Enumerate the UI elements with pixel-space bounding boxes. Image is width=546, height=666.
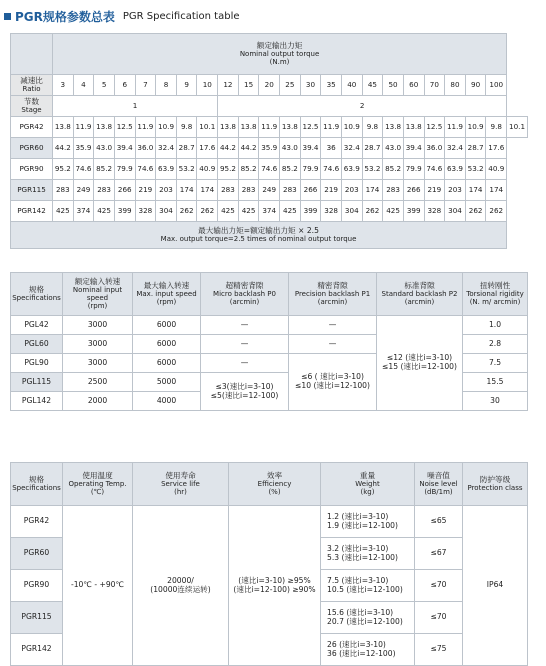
ratio-cell: 40 xyxy=(341,75,362,96)
torque-value: 40.9 xyxy=(486,159,507,180)
table-row xyxy=(11,138,528,159)
torque-value: 43.0 xyxy=(383,138,404,159)
ratio-cell: 60 xyxy=(403,75,424,96)
torque-value: 425 xyxy=(238,201,259,222)
ratio-cell: 45 xyxy=(362,75,383,96)
title-english: PGR Specification table xyxy=(122,10,240,22)
torque-value: 304 xyxy=(445,201,466,222)
torque-value: 262 xyxy=(197,201,218,222)
torque-value: 219 xyxy=(424,180,445,201)
torque-value: 399 xyxy=(114,201,135,222)
column-header: 超精密背隙 Micro backlash P0 (arcmin) xyxy=(201,273,289,316)
table-row: PGL115 2500 5000 ≤3(速比i=3-10) ≤5(速比i=12-100) 15.5 xyxy=(11,373,528,392)
stage-label: 节数 Stage xyxy=(11,96,53,117)
torque-value: 203 xyxy=(341,180,362,201)
table-row: PGR42 -10℃ - +90℃ 20000/ (10000连续运转) (速比i=3-10) ≥95% (速比i=12-100) ≥90% 1.2 (速比i=3-10) 1.9 (速比i=12-100) ≤65 IP64 xyxy=(11,506,528,538)
torque-value: 13.8 xyxy=(383,117,404,138)
torque-value: 43.0 xyxy=(94,138,115,159)
torque-value: 425 xyxy=(218,201,239,222)
torque-value: 79.9 xyxy=(403,159,424,180)
table-row: PGL90 3000 6000 — ≤6 ( 速比i=3-10) ≤10 (速比i=12-100) 7.5 xyxy=(11,354,528,373)
torque-value: 10.9 xyxy=(156,117,177,138)
ratio-cell: 35 xyxy=(321,75,342,96)
torque-value: 11.9 xyxy=(321,117,342,138)
table-row: PGR115 15.6 (速比i=3-10) 20.7 (速比i=12-100) ≤70 xyxy=(11,602,528,634)
model-name: PGR60 xyxy=(11,138,53,159)
torque-value: 425 xyxy=(94,201,115,222)
torque-value: 32.4 xyxy=(156,138,177,159)
torque-value: 44.2 xyxy=(218,138,239,159)
torque-value: 13.8 xyxy=(280,117,301,138)
torque-value: 28.7 xyxy=(362,138,383,159)
ratio-cell: 20 xyxy=(259,75,280,96)
torque-value: 249 xyxy=(259,180,280,201)
torque-value: 12.5 xyxy=(114,117,135,138)
torque-value: 13.8 xyxy=(238,117,259,138)
torque-value: 13.8 xyxy=(94,117,115,138)
general-spec-table xyxy=(10,462,528,666)
table-row xyxy=(11,180,528,201)
torque-value: 39.4 xyxy=(114,138,135,159)
torque-value: 9.8 xyxy=(176,117,197,138)
torque-value: 283 xyxy=(238,180,259,201)
micro-backlash-merged: ≤3(速比i=3-10) ≤5(速比i=12-100) xyxy=(201,373,289,411)
torque-value: 11.9 xyxy=(259,117,280,138)
torque-value: 13.8 xyxy=(218,117,239,138)
torque-value: 95.2 xyxy=(53,159,74,180)
column-header: 重量 Weight (kg) xyxy=(321,463,415,506)
torque-value: 85.2 xyxy=(238,159,259,180)
section-title xyxy=(4,6,240,26)
torque-value: 374 xyxy=(259,201,280,222)
torque-value: 219 xyxy=(135,180,156,201)
ratio-cell: 6 xyxy=(114,75,135,96)
torque-header-unit: (N.m) xyxy=(269,58,290,67)
torque-value: 10.1 xyxy=(197,117,218,138)
torque-value: 85.2 xyxy=(280,159,301,180)
torque-value: 74.6 xyxy=(135,159,156,180)
torque-table xyxy=(10,33,528,249)
torque-header-row xyxy=(11,34,528,75)
ratio-cell: 70 xyxy=(424,75,445,96)
torque-value: 17.6 xyxy=(486,138,507,159)
torque-value: 12.5 xyxy=(300,117,321,138)
torque-value: 283 xyxy=(280,180,301,201)
standard-backlash-merged: ≤12 (速比i=3-10) ≤15 (速比i=12-100) xyxy=(377,316,463,411)
backlash-header-row xyxy=(11,273,528,316)
torque-value: 304 xyxy=(156,201,177,222)
torque-value: 174 xyxy=(362,180,383,201)
title-chinese: PGR规格参数总表 xyxy=(15,9,115,24)
ratio-cell: 9 xyxy=(176,75,197,96)
torque-value: 266 xyxy=(114,180,135,201)
table-row xyxy=(11,201,528,222)
torque-value: 85.2 xyxy=(383,159,404,180)
torque-value: 36 xyxy=(321,138,342,159)
column-header: 精密背隙 Precision backlash P1 (arcmin) xyxy=(289,273,377,316)
torque-value: 13.8 xyxy=(53,117,74,138)
torque-value: 425 xyxy=(383,201,404,222)
torque-value: 43.0 xyxy=(280,138,301,159)
table-row: PGL42 3000 6000 — — ≤12 (速比i=3-10) ≤15 (速比i=12-100) 1.0 xyxy=(11,316,528,335)
torque-value: 262 xyxy=(362,201,383,222)
ratio-cell: 50 xyxy=(383,75,404,96)
ratio-cell: 5 xyxy=(94,75,115,96)
torque-value: 44.2 xyxy=(53,138,74,159)
ratio-label: 减速比 Ratio xyxy=(11,75,53,96)
ratio-cell: 7 xyxy=(135,75,156,96)
torque-value: 10.1 xyxy=(507,117,528,138)
torque-value: 399 xyxy=(403,201,424,222)
table-row: PGL142 2000 4000 30 xyxy=(11,392,528,411)
model-name: PGR90 xyxy=(11,159,53,180)
torque-value: 249 xyxy=(73,180,94,201)
torque-value: 174 xyxy=(176,180,197,201)
torque-value: 283 xyxy=(218,180,239,201)
ratio-cell: 3 xyxy=(53,75,74,96)
table-row xyxy=(11,117,528,138)
column-header: 使用温度 Operating Temp. (℃) xyxy=(63,463,133,506)
torque-value: 262 xyxy=(486,201,507,222)
torque-value: 63.9 xyxy=(445,159,466,180)
operating-temp-merged: -10℃ - +90℃ xyxy=(63,506,133,666)
torque-value: 35.9 xyxy=(259,138,280,159)
torque-value: 9.8 xyxy=(362,117,383,138)
column-header: 额定输入转速 Nominal input speed (rpm) xyxy=(63,273,133,316)
torque-header-cn: 额定输出力矩 xyxy=(256,40,303,50)
torque-value: 266 xyxy=(403,180,424,201)
stage-1-cell: 1 xyxy=(53,96,218,117)
efficiency-merged: (速比i=3-10) ≥95% (速比i=12-100) ≥90% xyxy=(229,506,321,666)
torque-value: 328 xyxy=(321,201,342,222)
ratio-cell: 8 xyxy=(156,75,177,96)
torque-value: 32.4 xyxy=(341,138,362,159)
torque-header-cell xyxy=(53,34,507,75)
ratio-cell: 100 xyxy=(486,75,507,96)
torque-value: 74.6 xyxy=(73,159,94,180)
torque-value: 328 xyxy=(135,201,156,222)
ratio-cell: 12 xyxy=(218,75,239,96)
protection-class-merged: IP64 xyxy=(463,506,528,666)
torque-value: 63.9 xyxy=(156,159,177,180)
torque-value: 39.4 xyxy=(403,138,424,159)
column-header: 效率 Efficiency (%) xyxy=(229,463,321,506)
table-row: PGR90 7.5 (速比i=3-10) 10.5 (速比i=12-100) ≤70 xyxy=(11,570,528,602)
torque-value: 262 xyxy=(176,201,197,222)
ratio-cell: 4 xyxy=(73,75,94,96)
torque-value: 9.8 xyxy=(486,117,507,138)
torque-value: 17.6 xyxy=(197,138,218,159)
torque-value: 262 xyxy=(465,201,486,222)
ratio-cell: 90 xyxy=(465,75,486,96)
torque-value: 10.9 xyxy=(465,117,486,138)
torque-value: 85.2 xyxy=(94,159,115,180)
torque-value: 39.4 xyxy=(300,138,321,159)
torque-value: 32.4 xyxy=(445,138,466,159)
torque-value: 328 xyxy=(424,201,445,222)
precision-backlash-merged: ≤6 ( 速比i=3-10) ≤10 (速比i=12-100) xyxy=(289,354,377,411)
model-name: PGR142 xyxy=(11,201,53,222)
ratio-cell: 80 xyxy=(445,75,466,96)
torque-note-row xyxy=(11,222,528,249)
torque-value: 13.8 xyxy=(403,117,424,138)
torque-value: 283 xyxy=(383,180,404,201)
torque-value: 10.9 xyxy=(341,117,362,138)
torque-value: 219 xyxy=(321,180,342,201)
torque-value: 11.9 xyxy=(445,117,466,138)
torque-value: 11.9 xyxy=(135,117,156,138)
torque-value: 425 xyxy=(280,201,301,222)
torque-value: 374 xyxy=(73,201,94,222)
column-header: 标准背隙 Standard backlash P2 (arcmin) xyxy=(377,273,463,316)
torque-value: 174 xyxy=(486,180,507,201)
table-row: PGR142 26 (速比i=3-10) 36 (速比i=12-100) ≤75 xyxy=(11,634,528,666)
torque-value: 79.9 xyxy=(300,159,321,180)
table-row: PGR60 3.2 (速比i=3-10) 5.3 (速比i=12-100) ≤67 xyxy=(11,538,528,570)
torque-note: 最大输出力矩=额定输出力矩 × 2.5 Max. output torque=2.5 times of nominal output torque xyxy=(11,222,507,249)
ratio-cell: 15 xyxy=(238,75,259,96)
model-name: PGR42 xyxy=(11,117,53,138)
torque-value: 11.9 xyxy=(73,117,94,138)
torque-value: 74.6 xyxy=(321,159,342,180)
torque-value: 283 xyxy=(94,180,115,201)
ratio-cell: 25 xyxy=(280,75,301,96)
column-header: 扭转刚性 Torsional rigidity (N. m/ arcmin) xyxy=(463,273,528,316)
ratio-cell: 10 xyxy=(197,75,218,96)
table-row xyxy=(11,159,528,180)
backlash-table xyxy=(10,272,528,411)
torque-value: 74.6 xyxy=(259,159,280,180)
torque-value: 399 xyxy=(300,201,321,222)
stage-2-cell: 2 xyxy=(218,96,507,117)
square-bullet-icon xyxy=(4,13,11,20)
column-header: 规格 Specifications xyxy=(11,273,63,316)
torque-value: 53.2 xyxy=(465,159,486,180)
torque-value: 36.0 xyxy=(135,138,156,159)
torque-value: 63.9 xyxy=(341,159,362,180)
torque-value: 203 xyxy=(445,180,466,201)
torque-value: 53.2 xyxy=(362,159,383,180)
torque-value: 36.0 xyxy=(424,138,445,159)
torque-value: 95.2 xyxy=(218,159,239,180)
torque-value: 79.9 xyxy=(114,159,135,180)
torque-value: 283 xyxy=(53,180,74,201)
torque-value: 40.9 xyxy=(197,159,218,180)
service-life-merged: 20000/ (10000连续运转) xyxy=(133,506,229,666)
table-row: PGL60 3000 6000 — — 2.8 xyxy=(11,335,528,354)
torque-value: 266 xyxy=(300,180,321,201)
torque-value: 174 xyxy=(465,180,486,201)
torque-header-en: Nominal output torque xyxy=(239,50,320,59)
torque-value: 28.7 xyxy=(465,138,486,159)
model-name: PGR115 xyxy=(11,180,53,201)
general-header-row xyxy=(11,463,528,506)
column-header: 最大输入转速 Max. input speed (rpm) xyxy=(133,273,201,316)
torque-value: 53.2 xyxy=(176,159,197,180)
column-header: 防护等级 Protection class xyxy=(463,463,528,506)
torque-value: 174 xyxy=(197,180,218,201)
torque-value: 203 xyxy=(156,180,177,201)
column-header: 噪音值 Noise level (dB/1m) xyxy=(415,463,463,506)
torque-value: 304 xyxy=(341,201,362,222)
torque-value: 28.7 xyxy=(176,138,197,159)
torque-value: 12.5 xyxy=(424,117,445,138)
ratio-cell: 30 xyxy=(300,75,321,96)
torque-value: 74.6 xyxy=(424,159,445,180)
stage-row xyxy=(11,96,528,117)
column-header: 规格 Specifications xyxy=(11,463,63,506)
torque-value: 35.9 xyxy=(73,138,94,159)
ratio-row xyxy=(11,75,528,96)
torque-value: 44.2 xyxy=(238,138,259,159)
torque-value: 425 xyxy=(53,201,74,222)
column-header: 使用寿命 Service life (hr) xyxy=(133,463,229,506)
